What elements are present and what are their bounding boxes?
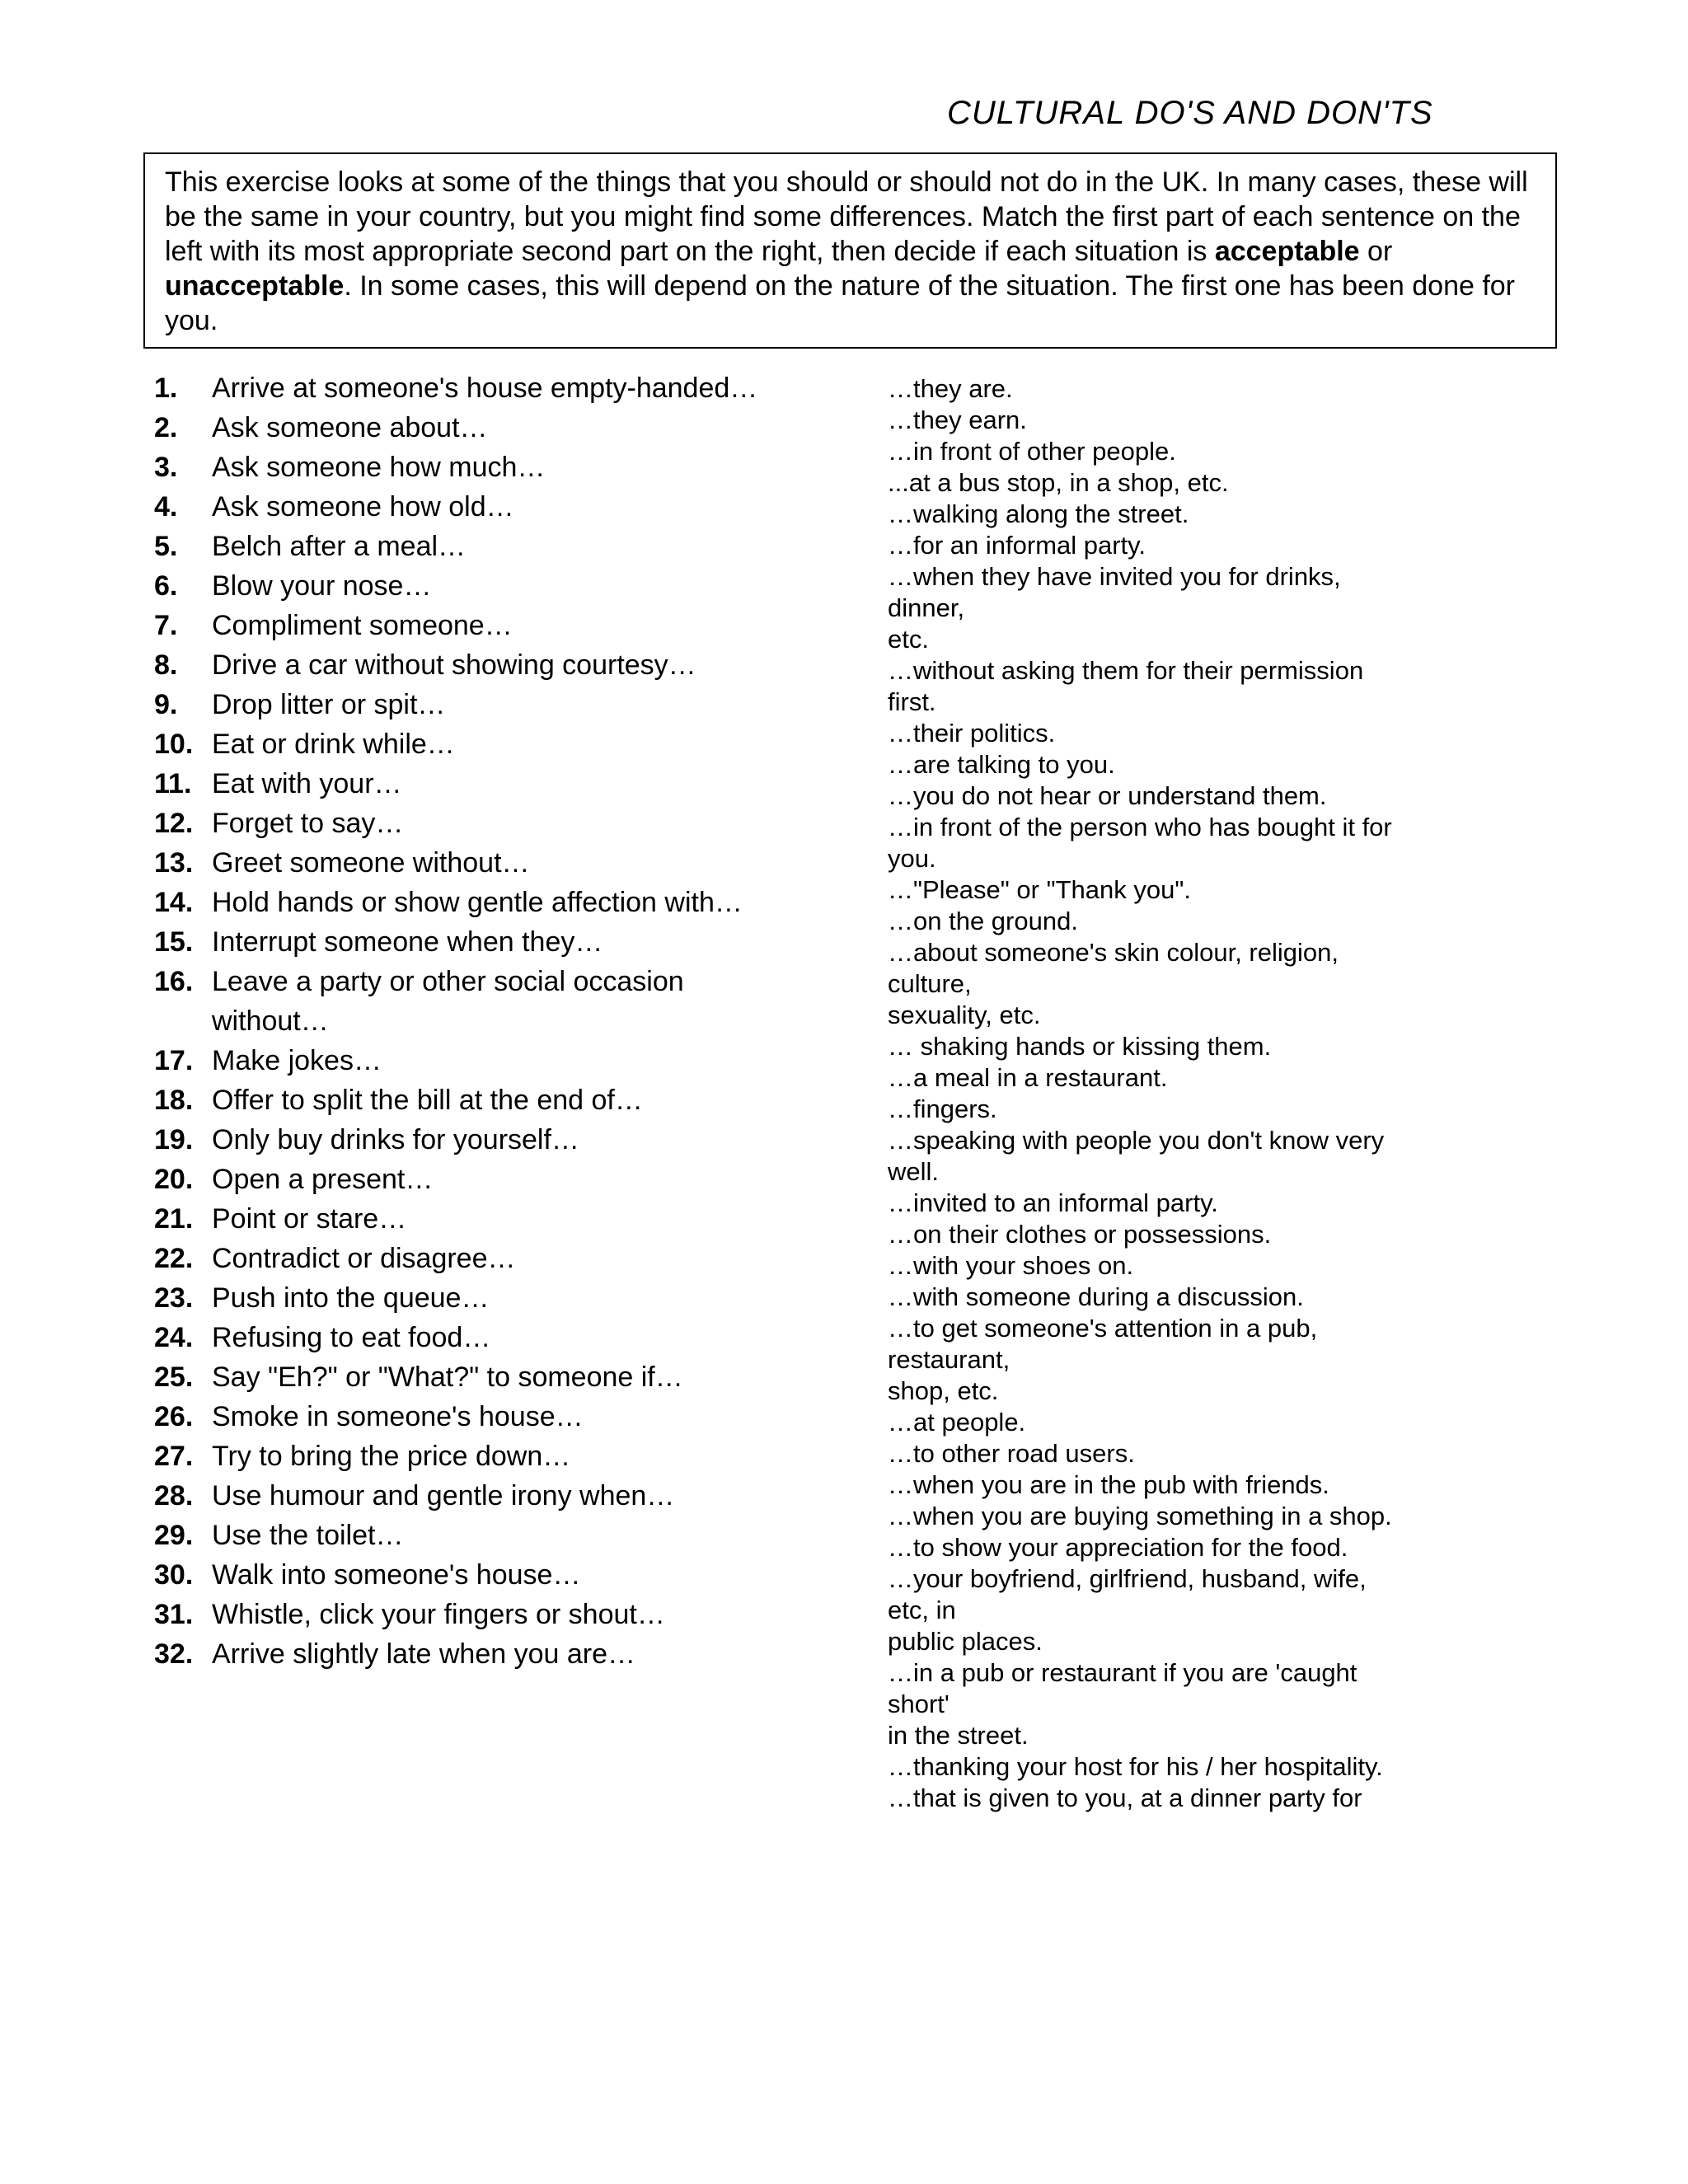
sentence-ending-line: …they earn. — [888, 405, 1027, 434]
sentence-ending-line: …you do not hear or understand them. — [888, 781, 1327, 810]
sentence-ending-line: dinner, — [888, 593, 965, 622]
sentence-ending-line: …at people. — [888, 1408, 1026, 1436]
sentence-start-text: Refusing to eat food… — [212, 1322, 491, 1353]
sentence-start-text: Drop litter or spit… — [212, 689, 446, 720]
sentence-start-item — [154, 368, 781, 408]
item-number: 5. — [154, 531, 178, 562]
sentence-start-text: Arrive slightly late when you are… — [212, 1638, 636, 1670]
item-number: 11. — [154, 768, 192, 799]
page-title: CULTURAL DO'S AND DON'TS — [947, 95, 1433, 131]
sentence-ending-line: …walking along the street. — [888, 499, 1189, 528]
keyword-acceptable: acceptable — [1214, 236, 1360, 267]
sentence-ending-line: …in front of other people. — [888, 437, 1176, 466]
item-number: 18. — [154, 1085, 194, 1116]
sentence-start-text: Walk into someone's house… — [212, 1559, 581, 1591]
sentence-start-text: Ask someone about… — [212, 412, 488, 443]
sentence-start-item — [154, 1120, 781, 1160]
item-number: 25. — [154, 1361, 194, 1393]
sentence-start-item — [154, 1199, 781, 1239]
item-number: 19. — [154, 1124, 194, 1155]
sentence-ending-line: …that is given to you, at a dinner party for — [888, 1783, 1362, 1812]
sentence-start-item — [154, 1239, 781, 1278]
sentence-start-item — [154, 962, 781, 1041]
sentence-start-text: Smoke in someone's house… — [212, 1401, 584, 1432]
sentence-ending-line: …on the ground. — [888, 907, 1078, 935]
sentence-start-item — [154, 1160, 781, 1199]
item-number: 26. — [154, 1401, 194, 1432]
item-number: 2. — [154, 412, 178, 443]
sentence-start-text: Blow your nose… — [212, 570, 432, 602]
sentence-ending-line: …thanking your host for his / her hospitality. — [888, 1752, 1383, 1781]
item-number: 16. — [154, 966, 194, 997]
sentence-start-item — [154, 606, 781, 645]
item-number: 6. — [154, 570, 178, 602]
sentence-start-text: Try to bring the price down… — [212, 1441, 571, 1472]
sentence-start-item — [154, 487, 781, 527]
sentence-ending-line: …a meal in a restaurant. — [888, 1063, 1168, 1092]
sentence-start-text: Use the toilet… — [212, 1520, 404, 1551]
sentence-ending-line: well. — [888, 1157, 940, 1186]
sentence-ending-line: ...at a bus stop, in a shop, etc. — [888, 468, 1229, 497]
sentence-start-text: Interrupt someone when they… — [212, 926, 603, 958]
sentence-start-text: Leave a party or other social occasion without… — [212, 966, 684, 1037]
sentence-ending-line: in the street. — [888, 1721, 1029, 1750]
item-number: 14. — [154, 887, 194, 918]
item-number: 29. — [154, 1520, 194, 1551]
sentence-start-item — [154, 1318, 781, 1357]
sentence-ending-line: …they are. — [888, 374, 1013, 403]
sentence-start-item — [154, 645, 781, 685]
item-number: 21. — [154, 1203, 194, 1235]
sentence-start-item — [154, 922, 781, 962]
sentence-ending-line: …when they have invited you for drinks, — [888, 562, 1341, 591]
sentence-start-text: Ask someone how old… — [212, 491, 514, 523]
sentence-ending-line: etc. — [888, 625, 929, 654]
sentence-start-text: Drive a car without showing courtesy… — [212, 649, 696, 681]
item-number: 10. — [154, 729, 194, 760]
item-number: 24. — [154, 1322, 194, 1353]
sentence-ending-line: etc, in — [888, 1596, 956, 1624]
sentence-start-item — [154, 724, 781, 764]
sentence-ending-line: …to show your appreciation for the food. — [888, 1533, 1348, 1562]
sentence-start-item — [154, 804, 781, 843]
sentence-start-text: Ask someone how much… — [212, 452, 546, 483]
instructions-text: This exercise looks at some of the things that you should or should not do in the UK. In many cases, these will be the same in your country, but you might find some differences. Match the first part of each sentence on the left with its most appropriate second part on the right, then decide if each situation is — [165, 166, 1528, 267]
sentence-ending-line: …when you are buying something in a shop. — [888, 1502, 1392, 1530]
sentence-ending-line: …invited to an informal party. — [888, 1188, 1218, 1217]
sentence-start-item — [154, 1595, 781, 1634]
sentence-ending-line: …are talking to you. — [888, 750, 1115, 779]
sentence-ending-line: …for an informal party. — [888, 531, 1146, 560]
sentence-start-text: Whistle, click your fingers or shout… — [212, 1599, 665, 1630]
sentence-start-item — [154, 1436, 781, 1476]
item-number: 4. — [154, 491, 178, 523]
sentence-ending-line: …in front of the person who has bought it for — [888, 813, 1392, 841]
sentence-start-text: Contradict or disagree… — [212, 1243, 516, 1274]
sentence-start-item — [154, 1080, 781, 1120]
sentence-start-item — [154, 1476, 781, 1516]
item-number: 32. — [154, 1638, 194, 1670]
item-number: 9. — [154, 689, 178, 720]
sentence-ending-line: … shaking hands or kissing them. — [888, 1032, 1272, 1061]
sentence-ending-line: you. — [888, 844, 936, 873]
sentence-start-text: Use humour and gentle irony when… — [212, 1480, 675, 1511]
sentence-start-item — [154, 883, 781, 922]
sentence-start-text: Make jokes… — [212, 1045, 382, 1076]
sentence-ending-line: …about someone's skin colour, religion, — [888, 938, 1339, 967]
sentence-start-item — [154, 764, 781, 804]
sentence-start-item — [154, 448, 781, 487]
sentence-start-item — [154, 566, 781, 606]
sentence-start-item — [154, 408, 781, 448]
sentence-start-text: Arrive at someone's house empty-handed… — [212, 373, 758, 404]
sentence-start-item — [154, 685, 781, 724]
sentence-start-text: Push into the queue… — [212, 1282, 490, 1314]
sentence-start-text: Hold hands or show gentle affection with… — [212, 887, 743, 918]
sentence-ending-line: shop, etc. — [888, 1376, 999, 1405]
sentence-start-item — [154, 843, 781, 883]
sentence-start-item — [154, 1555, 781, 1595]
sentence-start-item — [154, 1516, 781, 1555]
item-number: 7. — [154, 610, 178, 641]
sentence-endings-list — [888, 373, 1448, 1814]
sentence-ending-line: …"Please" or "Thank you". — [888, 875, 1191, 904]
item-number: 22. — [154, 1243, 194, 1274]
sentence-ending-line: short' — [888, 1690, 950, 1718]
sentence-start-text: Offer to split the bill at the end of… — [212, 1085, 643, 1116]
sentence-ending-line: public places. — [888, 1627, 1043, 1656]
sentence-start-text: Compliment someone… — [212, 610, 513, 641]
sentence-ending-line: …when you are in the pub with friends. — [888, 1470, 1329, 1499]
sentence-start-text: Belch after a meal… — [212, 531, 467, 562]
sentence-start-item — [154, 1278, 781, 1318]
sentence-ending-line: …fingers. — [888, 1094, 997, 1123]
keyword-unacceptable: unacceptable — [165, 270, 345, 302]
sentence-start-text: Eat with your… — [212, 768, 402, 799]
item-number: 23. — [154, 1282, 194, 1314]
sentence-ending-line: …in a pub or restaurant if you are 'caught — [888, 1658, 1357, 1687]
sentence-ending-line: …with your shoes on. — [888, 1251, 1134, 1280]
sentence-start-text: Greet someone without… — [212, 847, 530, 879]
instructions-box — [143, 152, 1557, 349]
sentence-ending-line: first. — [888, 687, 936, 716]
item-number: 1. — [154, 373, 178, 404]
sentence-ending-line: …to other road users. — [888, 1439, 1135, 1468]
sentence-ending-line: …on their clothes or possessions. — [888, 1220, 1272, 1249]
sentence-start-text: Only buy drinks for yourself… — [212, 1124, 579, 1155]
sentence-ending-line: …your boyfriend, girlfriend, husband, wife, — [888, 1564, 1367, 1593]
sentence-start-item — [154, 1041, 781, 1080]
item-number: 15. — [154, 926, 194, 958]
sentence-ending-line: …their politics. — [888, 719, 1056, 748]
item-number: 28. — [154, 1480, 194, 1511]
sentence-ending-line: culture, — [888, 969, 972, 998]
sentence-ending-line: …speaking with people you don't know very — [888, 1126, 1385, 1155]
sentence-ending-line: …without asking them for their permission — [888, 656, 1364, 685]
item-number: 30. — [154, 1559, 194, 1591]
item-number: 17. — [154, 1045, 194, 1076]
sentence-ending-line: …to get someone's attention in a pub, — [888, 1314, 1318, 1343]
item-number: 13. — [154, 847, 194, 879]
sentence-ending-line: …with someone during a discussion. — [888, 1282, 1304, 1311]
sentence-start-text: Say "Eh?" or "What?" to someone if… — [212, 1361, 683, 1393]
sentence-start-item — [154, 527, 781, 566]
sentence-start-text: Forget to say… — [212, 808, 404, 839]
item-number: 31. — [154, 1599, 194, 1630]
sentence-start-text: Open a present… — [212, 1164, 434, 1195]
sentence-start-text: Point or stare… — [212, 1203, 407, 1235]
item-number: 3. — [154, 452, 178, 483]
item-number: 8. — [154, 649, 178, 681]
sentence-ending-line: sexuality, etc. — [888, 1001, 1041, 1029]
sentence-starts-list — [154, 368, 781, 1674]
instructions-text: or — [1359, 236, 1393, 267]
sentence-ending-line: restaurant, — [888, 1345, 1010, 1374]
sentence-start-item — [154, 1357, 781, 1397]
sentence-start-text: Eat or drink while… — [212, 729, 455, 760]
sentence-start-item — [154, 1634, 781, 1674]
item-number: 12. — [154, 808, 194, 839]
item-number: 20. — [154, 1164, 194, 1195]
instructions-text: . In some cases, this will depend on the nature of the situation. The first one has been done for you. — [165, 270, 1516, 336]
sentence-start-item — [154, 1397, 781, 1436]
item-number: 27. — [154, 1441, 194, 1472]
